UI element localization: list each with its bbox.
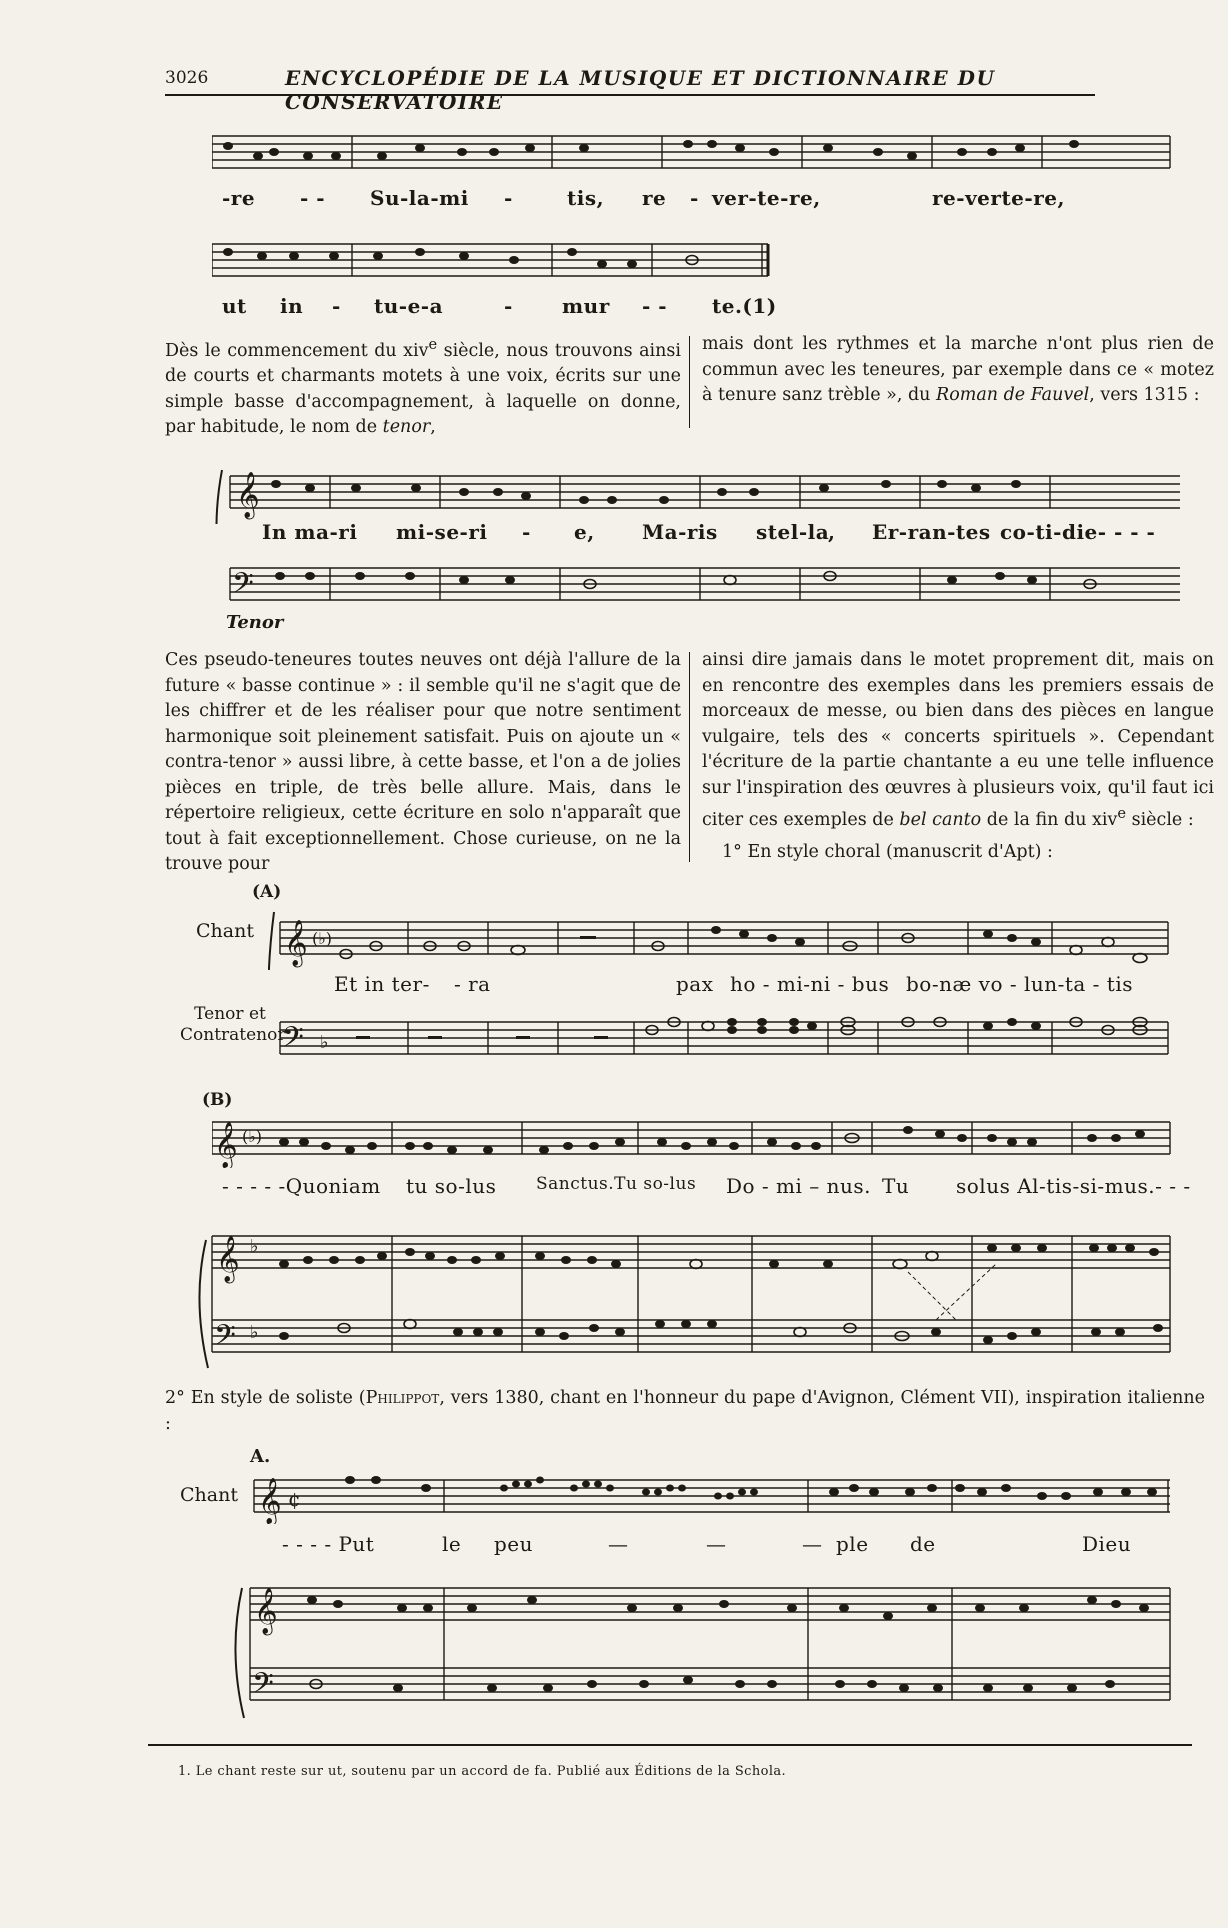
staff-exA-tenor — [268, 1010, 1170, 1066]
footnote-rule — [148, 1744, 1192, 1746]
footnote: 1. Le chant reste sur ut, soutenu par un accord de fa. Publié aux Éditions de la Schola. — [178, 1764, 787, 1779]
staff-exB-chant — [212, 1112, 1172, 1168]
bass-clef-icon: 𝄢 — [252, 1667, 274, 1707]
lyric-syllable: -re — [222, 186, 256, 210]
page-header — [165, 64, 1095, 114]
treble-clef-icon: 𝄞 — [236, 472, 260, 518]
lyric-syllable: Sanctus.Tu so-lus — [536, 1174, 697, 1194]
lyric-syllable: - — [522, 520, 531, 544]
staff-exB-accomp — [196, 1220, 1172, 1370]
lyric-syllable: Tu — [882, 1174, 910, 1198]
lyric-syllable: Er-ran-tes — [872, 520, 991, 544]
exA-lyrics — [334, 972, 1174, 1000]
treble-clef-icon: 𝄞 — [284, 920, 308, 966]
ex1-lyrics-line1 — [222, 186, 1152, 216]
bass-clef-icon: 𝄢 — [214, 1319, 236, 1359]
lyric-syllable: mur — [562, 294, 610, 318]
lyric-syllable: te.(1) — [712, 294, 777, 318]
lyric-syllable: - ra — [454, 972, 491, 996]
lyric-syllable: de — [910, 1532, 936, 1556]
flat-icon: (♭) — [312, 929, 333, 948]
lyric-syllable: co-ti-die- - - - — [1000, 520, 1156, 544]
staff-exA2-accomp — [232, 1572, 1172, 1722]
paragraph-3: 2° En style de soliste (Philippot, vers 1380, chant en l'honneur du pape d'Avignon, Clément VII), inspiration italienne : — [165, 1388, 1206, 1434]
lyric-syllable: — — [608, 1532, 629, 1556]
lyric-syllable: mi-se-ri — [396, 520, 488, 544]
lyric-syllable: bo-næ vo - lun-ta - tis — [906, 972, 1133, 996]
lyric-syllable: tu so-lus — [406, 1174, 497, 1198]
column-rule — [689, 336, 690, 428]
column-rule — [689, 652, 690, 862]
lyric-syllable: ho - mi-ni - bus — [730, 972, 890, 996]
lyric-syllable: tis, — [567, 186, 605, 210]
lyric-syllable: solus Al-tis-si-mus.- - - — [956, 1174, 1191, 1198]
example-marker-a: (A) — [252, 882, 282, 902]
flat-icon: ♭ — [250, 1322, 259, 1343]
lyric-syllable: ple — [836, 1532, 869, 1556]
lyric-syllable: - - - - -Quoniam — [222, 1174, 381, 1198]
staff-ex1-line2 — [212, 236, 772, 286]
chant-label: Chant — [196, 920, 254, 942]
staff-ex1-line1 — [212, 128, 1172, 178]
ex1-lyrics-line2 — [222, 294, 822, 324]
ex2-lyrics — [262, 520, 1182, 550]
lyric-syllable: - — [332, 294, 341, 318]
bass-clef-icon: 𝄢 — [232, 567, 254, 607]
lyric-syllable: e, — [574, 520, 595, 544]
lyric-syllable: , — [828, 520, 836, 544]
lyric-syllable: Do - mi – nus. — [726, 1174, 872, 1198]
lyric-syllable: - - — [642, 294, 668, 318]
flat-icon: ♭ — [320, 1032, 329, 1053]
lyric-syllable: Et in ter- — [334, 972, 430, 996]
paragraph-1-right: mais dont les rythmes et la marche n'ont plus rien de commun avec les teneures, par exemple dans ce « motez à tenure sanz trèble », du Roman de Fauvel, vers 1315 : — [702, 334, 1214, 405]
paragraph-2-left: Ces pseudo-teneures toutes neuves ont déjà l'allure de la future « basse continue » : il semble qu'il ne s'agit que de les chiffrer et de les réaliser pour que notre sentiment harmonique soit pleinement satisfait. Puis on ajoute un « contra-tenor » aussi libre, à cette basse, et l'on a de jolies pièces en triple, de très belle allure. Mais, dans le répertoire religieux, cette écriture en solo n'apparaît que tout à fait exceptionnellement. Chose curieuse, on ne la trouve pour — [165, 650, 681, 874]
lyric-syllable: Ma-ris — [642, 520, 718, 544]
exB-lyrics — [222, 1174, 1191, 1202]
lyric-syllable: Dieu — [1082, 1532, 1132, 1556]
example-marker-b: (B) — [202, 1090, 233, 1110]
tenor-contratenor-label: Tenor et Contratenor — [180, 1004, 286, 1045]
lyric-syllable: peu — [494, 1532, 534, 1556]
lyric-syllable: re-verte-re, — [932, 186, 1065, 210]
lyric-syllable: ver-te-re, — [712, 186, 821, 210]
chant-label: Chant — [180, 1484, 238, 1506]
lyric-syllable: — — [706, 1532, 727, 1556]
treble-clef-icon: 𝄞 — [216, 1236, 240, 1282]
lyric-syllable: — — [802, 1532, 823, 1556]
treble-clef-icon: 𝄞 — [254, 1588, 278, 1634]
example-marker-a2: A. — [250, 1446, 271, 1467]
paragraph-1-left: Dès le commencement du xiv$^e$ siècle, nous trouvons ainsi de courts et charmants motets à une voix, écrits sur une simple basse d'accompagnement, à laquelle on donne, par habitude, le nom de tenor, — [165, 336, 681, 438]
lyric-syllable: ut — [222, 294, 247, 318]
running-title: ENCYCLOPÉDIE DE LA MUSIQUE ET DICTIONNAIRE DU CONSERVATOIRE — [285, 66, 996, 114]
lyric-syllable: - - — [300, 186, 326, 210]
tenor-label: Tenor — [226, 612, 284, 633]
lyric-syllable: stel-la — [756, 520, 830, 544]
lyric-syllable: in — [280, 294, 304, 318]
lyric-syllable: - — [504, 294, 513, 318]
staff-ex2-voice — [210, 464, 1185, 524]
cut-time-icon: ¢ — [288, 1487, 301, 1511]
lyric-syllable: le — [442, 1532, 462, 1556]
treble-clef-icon: 𝄞 — [214, 1122, 238, 1168]
lyric-syllable: - — [504, 186, 513, 210]
flat-icon: ♭ — [250, 1236, 259, 1257]
lyric-syllable: tu-e-a — [374, 294, 444, 318]
lyric-syllable: - - - - Put — [282, 1532, 375, 1556]
staff-exA-chant — [268, 906, 1170, 970]
paragraph-2-item1: 1° En style choral (manuscrit d'Apt) : — [722, 842, 1053, 862]
page-number: 3026 — [165, 68, 209, 88]
exA2-lyrics — [282, 1532, 1162, 1560]
lyric-syllable: - — [690, 186, 699, 210]
lyric-syllable: In ma-ri — [262, 520, 358, 544]
lyric-syllable: pax — [676, 972, 714, 996]
lyric-syllable: Su-la-mi — [370, 186, 469, 210]
bass-clef-icon: 𝄢 — [282, 1021, 304, 1061]
paragraph-2-right: ainsi dire jamais dans le motet proprement dit, mais on en rencontre des exemples dans les premiers essais de morceaux de messe, ou bien dans des pièces en langue vulgaire, tels des « concerts spirituels ». Cependant l'écriture de la partie chantante a eu une telle influence sur l'inspiration des œuvres à plusieurs voix, qu'il faut ici citer ces exemples de bel canto de la fin du xiv$^e$ siècle : — [702, 650, 1214, 830]
lyric-syllable: re — [642, 186, 667, 210]
staff-exA2-chant — [248, 1468, 1172, 1524]
staff-ex2-tenor — [210, 560, 1185, 616]
flat-icon: (♭) — [242, 1127, 263, 1146]
treble-clef-icon: 𝄞 — [258, 1478, 282, 1524]
